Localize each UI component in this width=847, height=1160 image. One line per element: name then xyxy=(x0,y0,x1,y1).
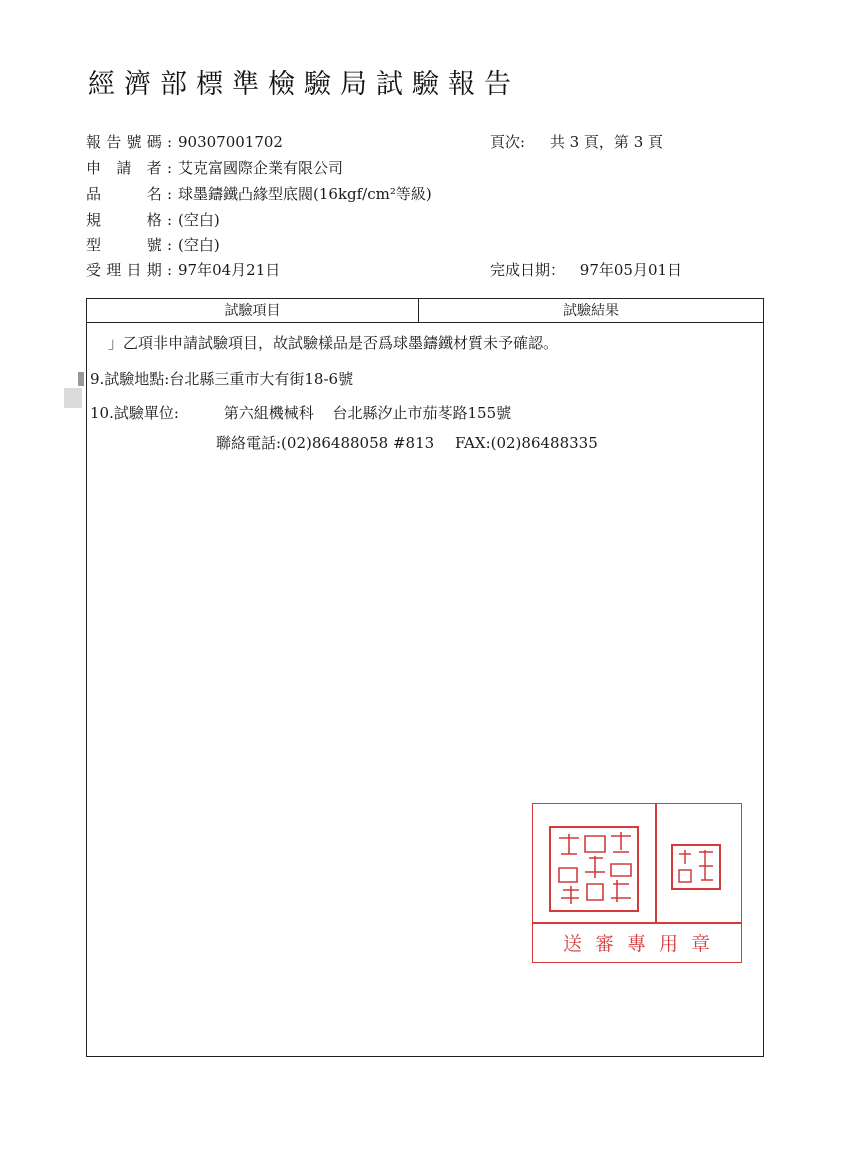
applicant-label: 申 請 者: xyxy=(86,159,172,177)
column-header-test-items: 試驗項目 xyxy=(87,299,419,323)
contact-phone: 聯絡電話:(02)86488058 #813 xyxy=(216,434,435,452)
report-number-value: 90307001702 xyxy=(178,133,283,151)
report-number-label: 報告號碼: xyxy=(86,133,172,151)
product-row xyxy=(86,183,432,204)
test-unit-address: 台北縣汐止市茄苳路155號 xyxy=(332,404,512,422)
review-stamp xyxy=(532,803,742,963)
completed-date-label: 完成日期： xyxy=(490,261,566,279)
received-date-label: 受理日期: xyxy=(86,261,172,279)
contact-row xyxy=(216,432,598,453)
report-title: 經濟部標準檢驗局試驗報告 xyxy=(88,69,520,100)
note-text: 」乙項非申請試驗項目，故試驗樣品是否爲球墨鑄鐵材質未予確認。 xyxy=(108,334,559,352)
contact-fax: FAX:(02)86488335 xyxy=(454,434,598,452)
report-number-row xyxy=(86,131,283,152)
test-unit-row xyxy=(90,402,511,423)
applicant-value: 艾克富國際企業有限公司 xyxy=(178,159,344,177)
test-location: 9.試驗地點:台北縣三重市大有街18-6號 xyxy=(90,370,354,388)
completed-date-row xyxy=(490,259,682,280)
model-label: 型 號: xyxy=(86,236,172,254)
product-value: 球墨鑄鐵凸緣型底閥(16kgf/cm²等級) xyxy=(178,185,432,203)
page-label: 頁次: xyxy=(490,133,526,151)
spec-label: 規 格: xyxy=(86,211,172,229)
product-label: 品 名: xyxy=(86,185,172,203)
scan-speck xyxy=(78,372,84,386)
page-value: 共 3 頁，第 3 頁 xyxy=(549,133,664,151)
column-header-test-results: 試驗結果 xyxy=(419,299,763,323)
test-unit-label: 10.試驗單位: xyxy=(90,404,179,422)
page-row xyxy=(490,131,663,152)
spec-row xyxy=(86,209,220,230)
stamp-caption: 送審專用章 xyxy=(562,933,723,955)
received-date-row xyxy=(86,259,280,280)
stamp-divider-vertical xyxy=(655,804,657,922)
company-seal-icon xyxy=(549,826,639,912)
model-value: (空白) xyxy=(178,236,220,254)
completed-date-value: 97年05月01日 xyxy=(579,261,683,279)
scan-speck xyxy=(64,388,82,408)
personal-seal-icon xyxy=(671,844,721,890)
test-unit-name: 第六組機械科 xyxy=(223,404,314,422)
received-date-value: 97年04月21日 xyxy=(178,261,281,279)
applicant-row xyxy=(86,157,343,178)
spec-value: (空白) xyxy=(178,211,220,229)
model-row xyxy=(86,234,220,255)
stamp-divider-horizontal xyxy=(533,922,741,924)
